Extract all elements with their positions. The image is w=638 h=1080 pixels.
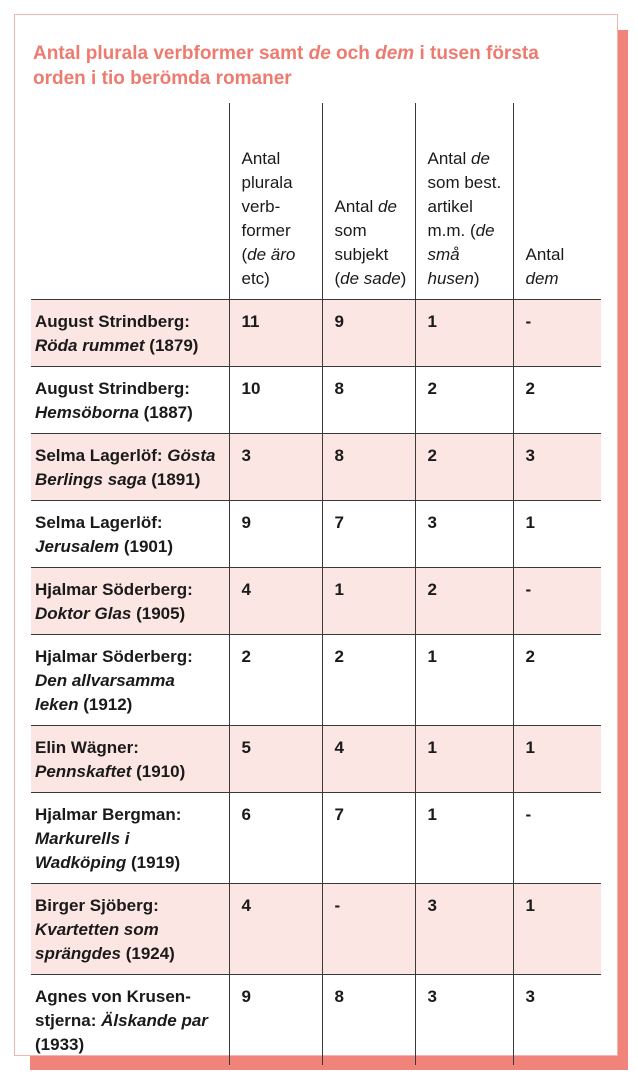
novel-cell [31,884,229,975]
book-year: (1887) [138,403,193,422]
book-year: (1933) [35,1035,85,1054]
value-cell: 1 [513,884,601,975]
value-cell: 1 [513,501,601,568]
table-row [31,635,601,726]
table-row [31,726,601,793]
novel-cell [31,367,229,434]
value-cell: 10 [229,367,322,434]
header-dem: Antal dem [513,103,601,300]
book-title: Röda rummet [35,336,145,355]
value-cell: 5 [229,726,322,793]
value-cell: 3 [415,501,513,568]
value-cell: 8 [322,434,415,501]
value-cell: 2 [415,367,513,434]
table-row [31,793,601,884]
value-cell: 9 [229,975,322,1066]
table-row [31,434,601,501]
value-cell: 1 [415,726,513,793]
value-cell: 7 [322,793,415,884]
author-name: Agnes von Krusen-stjerna: [35,987,191,1030]
title-text-2: i tusen första orden i tio berömda romaner [33,43,539,89]
value-cell: 2 [513,635,601,726]
book-title: Markurells i Wadköping [35,829,130,872]
value-cell: 1 [415,635,513,726]
novel-cell [31,726,229,793]
value-cell: 11 [229,300,322,367]
author-name: Selma Lagerlöf: [35,513,163,532]
book-title: Hemsöborna [35,403,139,422]
novel-cell [31,793,229,884]
novel-cell [31,635,229,726]
book-year: (1879) [144,336,199,355]
book-year: (1924) [120,944,175,963]
value-cell: 4 [229,884,322,975]
table-title [33,41,593,91]
book-year: (1905) [131,604,186,623]
title-och: och [330,43,376,64]
author-name: Hjalmar Söderberg: [35,580,193,599]
novel-cell [31,568,229,635]
value-cell: 8 [322,975,415,1066]
author-name: Hjalmar Söderberg: [35,647,193,666]
value-cell: 4 [229,568,322,635]
author-name: Elin Wägner: [35,738,139,757]
value-cell: 1 [415,793,513,884]
author-name: Selma Lagerlöf: [35,446,163,465]
header-row [31,103,601,300]
author-name: August Strindberg: [35,379,190,398]
value-cell: 2 [513,367,601,434]
value-cell: 1 [513,726,601,793]
title-dem: dem [375,43,415,64]
header-de-subject: Antal de som subjekt (de sade) [322,103,415,300]
value-cell: 9 [322,300,415,367]
value-cell: - [513,793,601,884]
book-title: Doktor Glas [35,604,132,623]
author-name: Hjalmar Bergman: [35,805,182,824]
book-title: Den allvarsamma leken [35,671,175,714]
author-name: August Strindberg: [35,312,190,331]
value-cell: 7 [322,501,415,568]
book-year: (1891) [146,470,201,489]
value-cell: 4 [322,726,415,793]
book-year: (1901) [119,537,173,556]
novel-cell [31,300,229,367]
table-card [14,14,618,1056]
table-row [31,501,601,568]
value-cell: 3 [415,975,513,1066]
book-year: (1919) [126,853,181,872]
value-cell: 3 [229,434,322,501]
value-cell: 6 [229,793,322,884]
value-cell: 2 [322,635,415,726]
value-cell: - [322,884,415,975]
value-cell: 2 [415,568,513,635]
header-empty [31,103,229,300]
value-cell: 3 [415,884,513,975]
value-cell: 8 [322,367,415,434]
book-title: Jerusalem [35,537,120,556]
table-row [31,884,601,975]
book-year: (1910) [131,762,186,781]
header-de-article: Antal de som best. artikel m.m. (de små husen) [415,103,513,300]
value-cell: 1 [415,300,513,367]
novel-cell [31,975,229,1066]
table-row [31,367,601,434]
table-row [31,300,601,367]
book-title: Kvartetten som sprängdes [35,920,159,963]
title-de: de [308,43,331,64]
book-title: Älskande par [101,1011,208,1030]
table-row [31,568,601,635]
value-cell: 2 [229,635,322,726]
table-row [31,975,601,1066]
title-text-1: Antal plurala verbformer samt [33,43,309,64]
author-name: Birger Sjöberg: [35,896,159,915]
header-plural-verbs: Antal plurala verb-former (de äro etc) [229,103,322,300]
value-cell: 3 [513,434,601,501]
book-title: Gösta Berlings saga [35,446,216,489]
value-cell: - [513,568,601,635]
value-cell: 9 [229,501,322,568]
novel-cell [31,501,229,568]
book-year: (1912) [78,695,133,714]
data-table [31,103,601,1065]
book-title: Pennskaftet [35,762,132,781]
novel-cell [31,434,229,501]
value-cell: 2 [415,434,513,501]
value-cell: - [513,300,601,367]
value-cell: 3 [513,975,601,1066]
value-cell: 1 [322,568,415,635]
